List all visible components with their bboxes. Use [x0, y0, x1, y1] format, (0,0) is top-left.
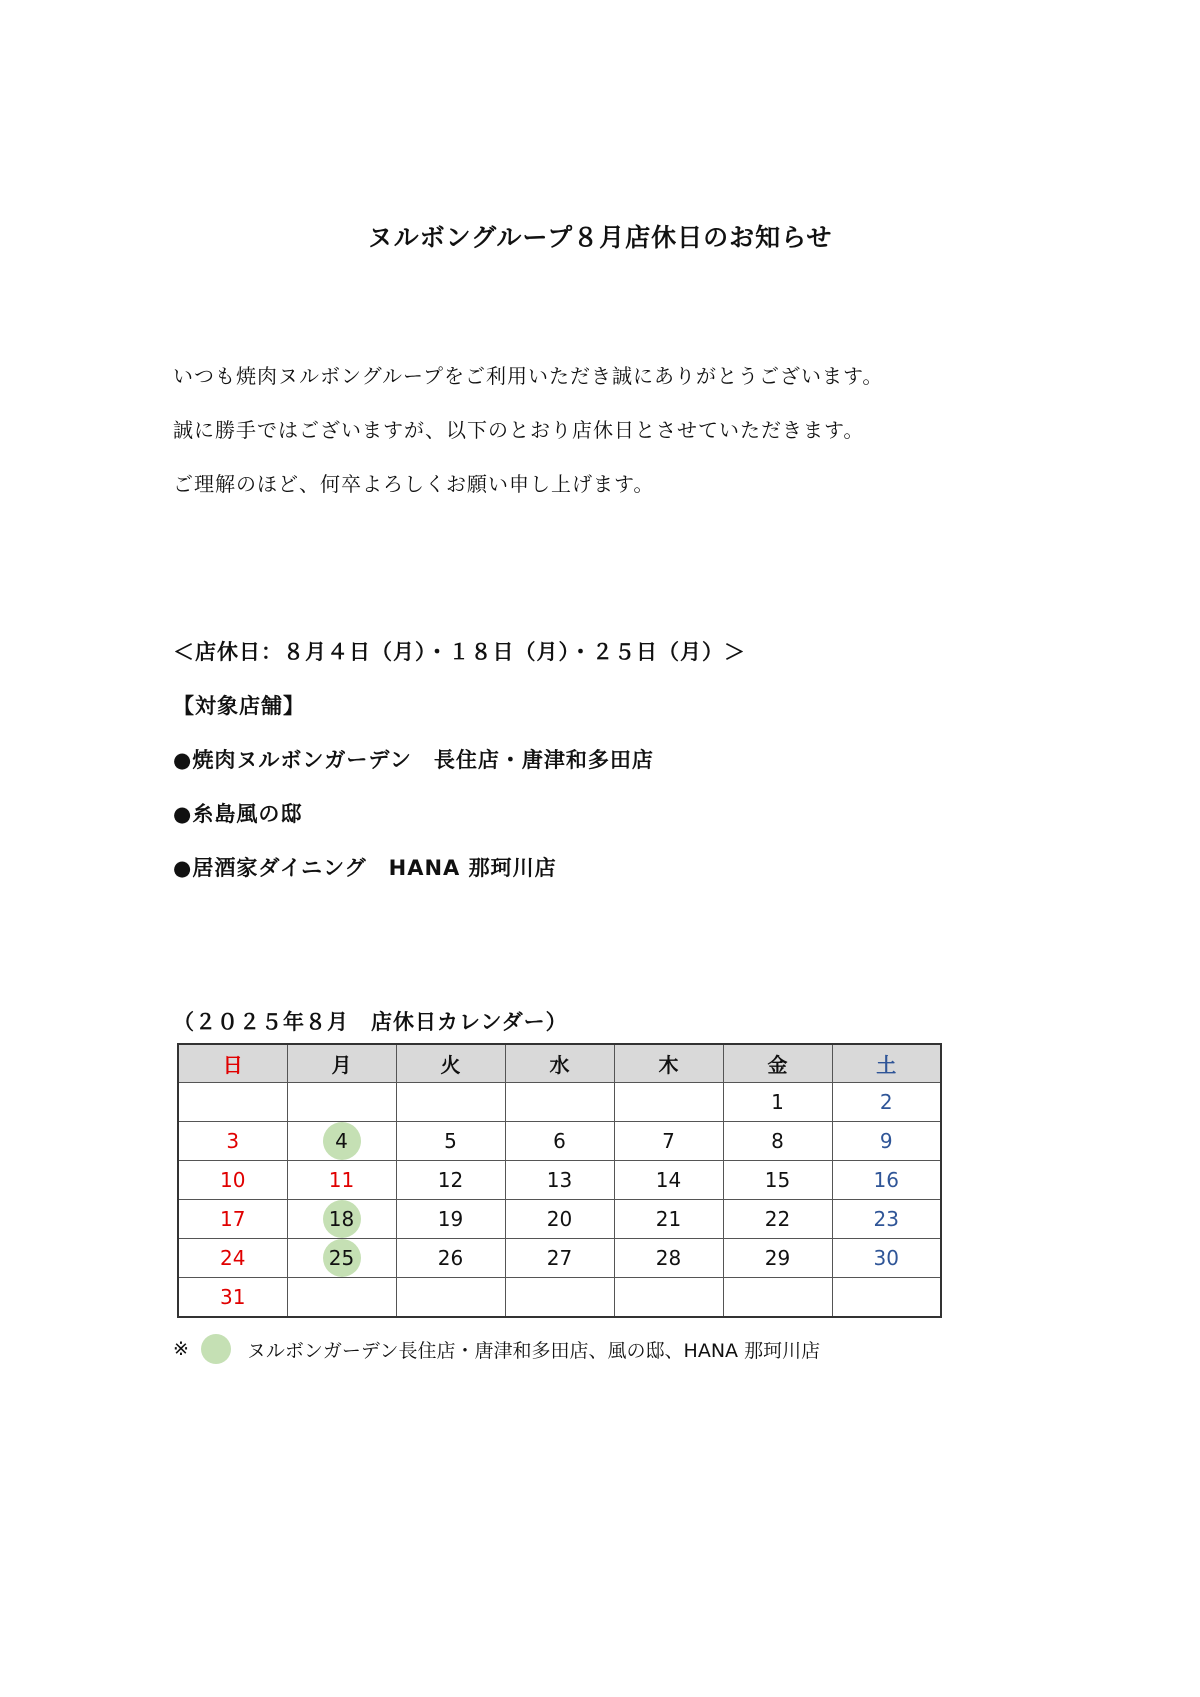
- calendar-day-number: 15: [764, 1168, 791, 1192]
- calendar-day-cell: [505, 1239, 614, 1278]
- calendar-day-cell: [614, 1239, 723, 1278]
- calendar-day-cell: [396, 1200, 505, 1239]
- store-item: ●糸島風の邸: [173, 802, 303, 826]
- calendar-day-cell: [614, 1083, 723, 1122]
- calendar-day-cell: [396, 1161, 505, 1200]
- note-mark: ※: [173, 1338, 189, 1360]
- intro-line-2: 誠に勝手ではございますが、以下のとおり店休日とさせていただきます。: [173, 418, 865, 442]
- holidays-line: ＜店休日：８月４日（月）・１８日（月）・２５日（月）＞: [173, 640, 746, 664]
- calendar-day-number: 19: [437, 1207, 464, 1231]
- calendar-day-number: 22: [764, 1207, 791, 1231]
- calendar-day-cell: [178, 1083, 287, 1122]
- calendar-day-cell: [396, 1239, 505, 1278]
- calendar-week-row: [178, 1278, 941, 1318]
- calendar-day-number: 1: [771, 1090, 784, 1114]
- weekday-fri: 金: [723, 1044, 832, 1083]
- weekday-sun: 日: [178, 1044, 287, 1083]
- calendar-day-number: 28: [655, 1246, 682, 1270]
- calendar-day-cell: [396, 1083, 505, 1122]
- intro-line-1: いつも焼肉ヌルボングループをご利用いただき誠にありがとうございます。: [173, 364, 884, 388]
- calendar-day-cell: [832, 1083, 941, 1122]
- store-item: ●焼肉ヌルボンガーデン 長住店・唐津和多田店: [173, 748, 654, 772]
- calendar-day-number: 2: [879, 1090, 893, 1114]
- calendar-day-cell: [832, 1200, 941, 1239]
- legend-note: [173, 1334, 820, 1364]
- calendar-day-number: 4: [323, 1122, 361, 1160]
- calendar-day-number: 12: [437, 1168, 464, 1192]
- green-circle-icon: [201, 1334, 231, 1364]
- calendar-day-number: 24: [220, 1246, 246, 1270]
- calendar-week-row: [178, 1083, 941, 1122]
- intro-line-3: ご理解のほど、何卒よろしくお願い申し上げます。: [173, 472, 655, 496]
- calendar-day-cell: [178, 1200, 287, 1239]
- weekday-mon: 月: [287, 1044, 396, 1083]
- calendar-day-cell: [287, 1239, 396, 1278]
- calendar-week-row: [178, 1161, 941, 1200]
- calendar-day-cell: [723, 1278, 832, 1318]
- weekday-tue: 火: [396, 1044, 505, 1083]
- calendar-day-cell: [723, 1200, 832, 1239]
- calendar-day-cell: [723, 1083, 832, 1122]
- calendar-day-number: 11: [328, 1168, 355, 1192]
- calendar-day-number: 18: [323, 1200, 361, 1238]
- calendar-day-number: 14: [655, 1168, 682, 1192]
- calendar-day-cell: [505, 1278, 614, 1318]
- calendar-day-number: 5: [444, 1129, 457, 1153]
- stores-heading: 【対象店舗】: [173, 694, 305, 718]
- note-text: ヌルボンガーデン長住店・唐津和多田店、風の邸、HANA 那珂川店: [246, 1339, 821, 1362]
- calendar-day-number: 16: [873, 1168, 899, 1192]
- calendar-day-number: 8: [771, 1129, 784, 1153]
- weekday-thu: 木: [614, 1044, 723, 1083]
- calendar-day-number: 29: [764, 1246, 791, 1270]
- calendar-day-cell: [505, 1161, 614, 1200]
- calendar-day-number: 20: [546, 1207, 573, 1231]
- calendar-day-cell: [178, 1278, 287, 1318]
- calendar-day-cell: [505, 1122, 614, 1161]
- page-title: ヌルボングループ８月店休日のお知らせ: [367, 223, 833, 252]
- calendar-day-cell: [396, 1278, 505, 1318]
- calendar-day-number: 17: [220, 1207, 246, 1231]
- calendar-day-number: 6: [553, 1129, 566, 1153]
- calendar-title: （２０２５年８月 店休日カレンダー）: [173, 1010, 568, 1034]
- calendar-day-cell: [178, 1161, 287, 1200]
- calendar-day-cell: [505, 1200, 614, 1239]
- calendar-day-cell: [396, 1122, 505, 1161]
- calendar-day-cell: [723, 1161, 832, 1200]
- calendar-day-number: 3: [226, 1129, 240, 1153]
- calendar-day-number: 21: [655, 1207, 682, 1231]
- calendar-day-cell: [723, 1239, 832, 1278]
- calendar-day-cell: [287, 1200, 396, 1239]
- calendar-day-cell: [287, 1122, 396, 1161]
- calendar-day-cell: [287, 1161, 396, 1200]
- store-item: ●居酒家ダイニング HANA 那珂川店: [173, 856, 557, 880]
- calendar-day-number: 10: [220, 1168, 246, 1192]
- calendar-day-number: 9: [879, 1129, 893, 1153]
- calendar-day-cell: [832, 1278, 941, 1318]
- calendar-week-row: [178, 1122, 941, 1161]
- calendar-day-cell: [178, 1122, 287, 1161]
- calendar-day-cell: [614, 1122, 723, 1161]
- calendar-day-cell: [505, 1083, 614, 1122]
- calendar-day-number: 23: [873, 1207, 899, 1231]
- weekday-wed: 水: [505, 1044, 614, 1083]
- calendar-day-number: 31: [220, 1285, 246, 1309]
- calendar-day-cell: [832, 1122, 941, 1161]
- calendar-day-cell: [178, 1239, 287, 1278]
- calendar-day-cell: [614, 1278, 723, 1318]
- holiday-calendar: [177, 1043, 942, 1318]
- calendar-day-cell: [614, 1200, 723, 1239]
- calendar-day-cell: [287, 1278, 396, 1318]
- calendar-day-cell: [614, 1161, 723, 1200]
- calendar-day-cell: [287, 1083, 396, 1122]
- calendar-day-number: 13: [546, 1168, 573, 1192]
- calendar-week-row: [178, 1239, 941, 1278]
- calendar-day-number: 30: [873, 1246, 899, 1270]
- calendar-day-cell: [832, 1161, 941, 1200]
- calendar-day-number: 7: [662, 1129, 675, 1153]
- calendar-day-cell: [723, 1122, 832, 1161]
- calendar-day-number: 26: [437, 1246, 464, 1270]
- calendar-week-row: [178, 1200, 941, 1239]
- calendar-day-number: 27: [546, 1246, 573, 1270]
- calendar-header-row: [178, 1044, 941, 1083]
- weekday-sat: 土: [832, 1044, 941, 1083]
- calendar-day-number: 25: [323, 1239, 361, 1277]
- calendar-day-cell: [832, 1239, 941, 1278]
